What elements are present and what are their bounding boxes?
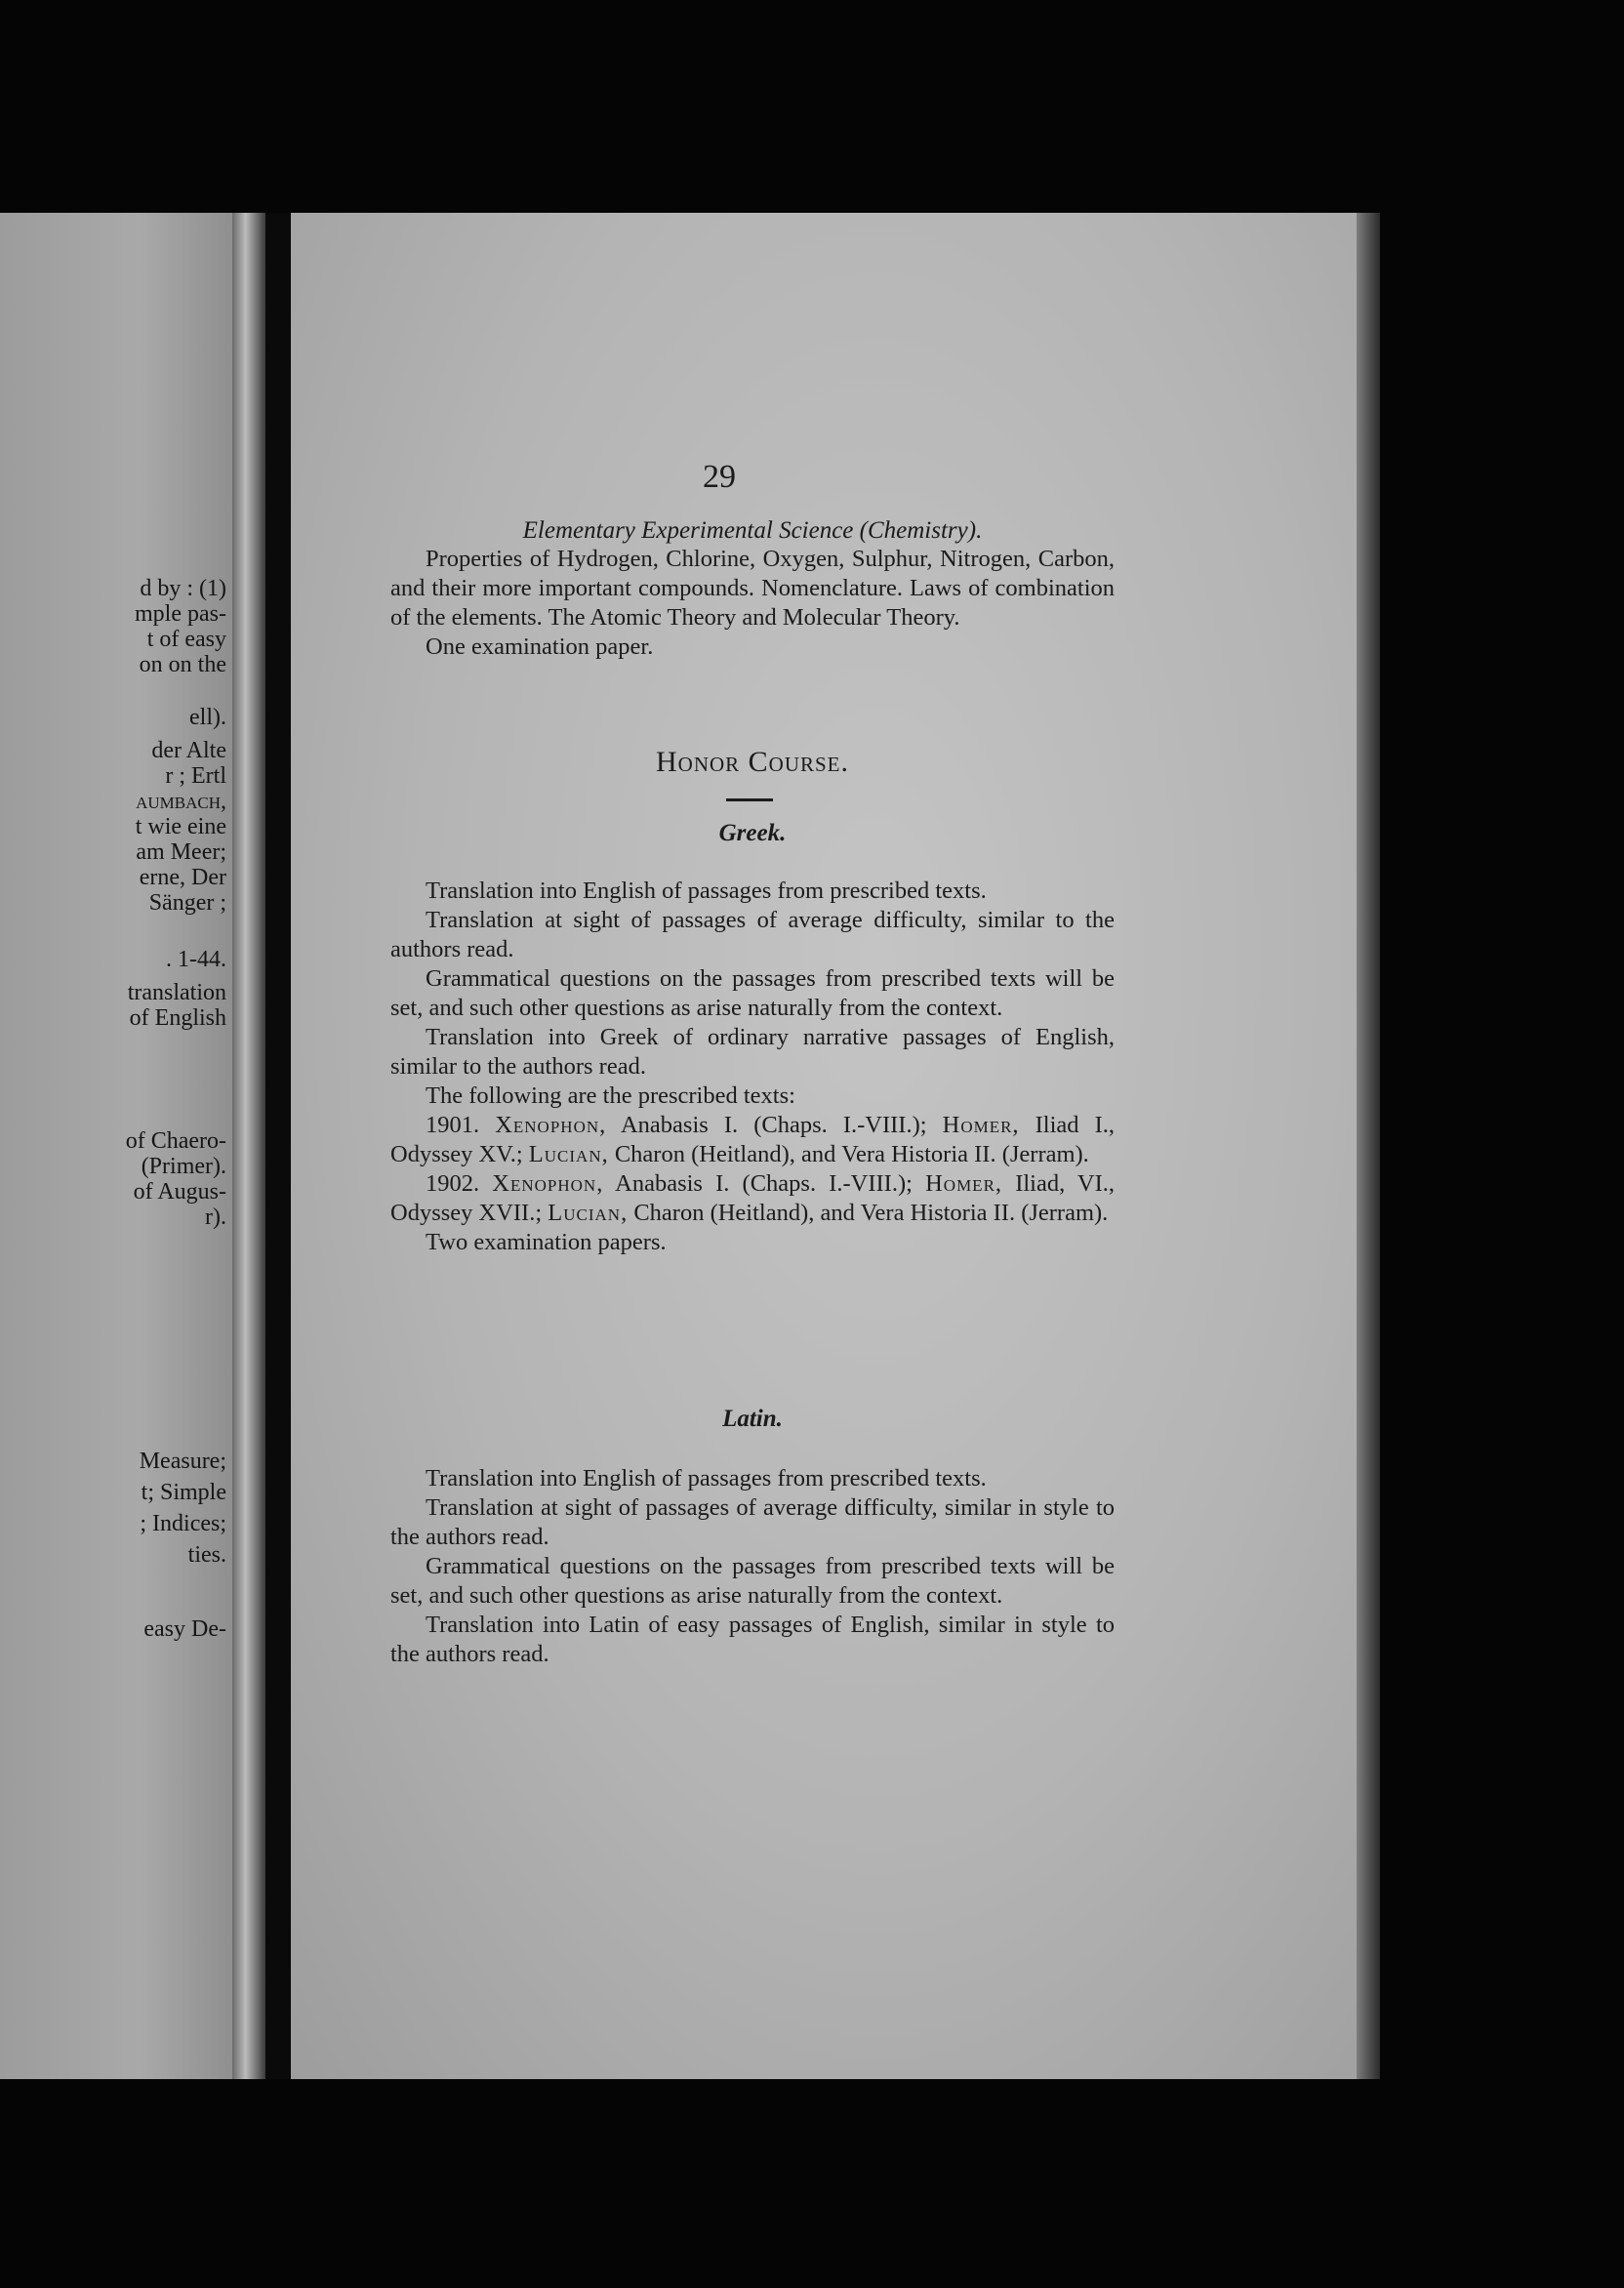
page-gutter [232, 213, 265, 2079]
greek-paragraph: Two examination papers. [426, 1229, 667, 1255]
left-line: t wie eine [135, 814, 226, 839]
author: Homer, [925, 1170, 1003, 1197]
science-paragraph: One examination paper. [426, 633, 654, 660]
left-line: ; Indices; [140, 1511, 226, 1536]
title-rule [726, 798, 773, 801]
latin-section [390, 1464, 1115, 1669]
work: Anabasis I. (Chaps. I.-VIII.); [620, 1112, 927, 1138]
page-edge [1357, 213, 1380, 2079]
left-line: ties. [187, 1542, 226, 1568]
work: Iliad I., Odyssey XV.; [390, 1112, 1116, 1167]
page-number: 29 [703, 459, 736, 495]
left-line: am Meer; [136, 839, 226, 865]
latin-heading: Latin. [722, 1406, 783, 1432]
left-line: Sänger ; [148, 890, 226, 916]
left-line: r ; Ertl [165, 763, 226, 789]
science-section [390, 517, 1115, 662]
left-line: easy De- [143, 1616, 226, 1642]
work: Charon (Heitland), and Vera Historia II. (Jerram). [614, 1141, 1089, 1167]
latin-paragraph: Translation at sight of passages of average difficulty, similar in style to the authors read. [390, 1494, 1115, 1550]
greek-paragraph: Translation at sight of passages of average difficulty, similar to the authors read. [390, 907, 1115, 962]
greek-heading: Greek. [718, 820, 787, 846]
left-line: mple pas- [135, 601, 226, 627]
prescribed-texts-1902 [390, 1169, 1115, 1228]
left-line: t; Simple [141, 1480, 226, 1505]
honor-course-title: Honor Course. [655, 746, 850, 778]
left-line: t of easy [146, 627, 226, 652]
greek-paragraph: Grammatical questions on the passages from prescribed texts will be set, and such other questions as arise naturally from the context. [390, 965, 1115, 1021]
prescribed-texts-1901 [390, 1111, 1115, 1169]
year: 1902. [426, 1170, 480, 1197]
left-line: . 1-44. [166, 947, 226, 972]
work: Anabasis I. (Chaps. I.-VIII.); [615, 1170, 913, 1197]
author: Lucian, [528, 1141, 609, 1167]
left-line: translation [127, 980, 226, 1005]
left-line: der Alte [151, 738, 226, 763]
left-line: of Chaero- [125, 1128, 226, 1154]
year: 1901. [426, 1112, 480, 1138]
work: Charon (Heitland), and Vera Historia II. (Jerram). [633, 1200, 1109, 1226]
left-line: (Primer). [141, 1154, 226, 1179]
work: Iliad, VI., Odyssey XVII.; [390, 1170, 1116, 1226]
greek-paragraph: Translation into English of passages from prescribed texts. [426, 878, 987, 904]
science-paragraph: Properties of Hydrogen, Chlorine, Oxygen, Sulphur, Nitrogen, Carbon, and their more important compounds. Nomenclature. Laws of combination of the elements. The Atomic Theory and Molecular Theory. [390, 546, 1115, 631]
author: Homer, [942, 1112, 1020, 1138]
latin-paragraph: Translation into Latin of easy passages of English, similar in style to the authors read. [390, 1612, 1115, 1667]
left-line: of Augus- [133, 1179, 226, 1205]
author: Xenophon, [492, 1170, 604, 1197]
greek-paragraph: The following are the prescribed texts: [426, 1083, 795, 1109]
left-line: Measure; [139, 1449, 226, 1474]
greek-paragraph: Translation into Greek of ordinary narrative passages of English, similar to the authors read. [390, 1024, 1115, 1080]
left-line: ell). [189, 705, 226, 730]
author: Xenophon, [495, 1112, 607, 1138]
left-line: r). [205, 1205, 226, 1230]
author: Lucian, [548, 1200, 629, 1226]
left-line: aumbach, [136, 789, 226, 814]
science-heading: Elementary Experimental Science (Chemistry). [522, 517, 983, 544]
previous-page-fragment [0, 213, 232, 2079]
latin-paragraph: Grammatical questions on the passages from prescribed texts will be set, and such other questions as arise naturally from the context. [390, 1553, 1115, 1609]
book-spine [265, 213, 291, 2079]
left-line: on on the [139, 652, 226, 677]
left-line: d by : (1) [140, 576, 226, 601]
latin-paragraph: Translation into English of passages from prescribed texts. [426, 1465, 987, 1491]
greek-section [390, 877, 1115, 1257]
left-line: of English [129, 1005, 226, 1031]
left-line: erne, Der [139, 865, 226, 890]
